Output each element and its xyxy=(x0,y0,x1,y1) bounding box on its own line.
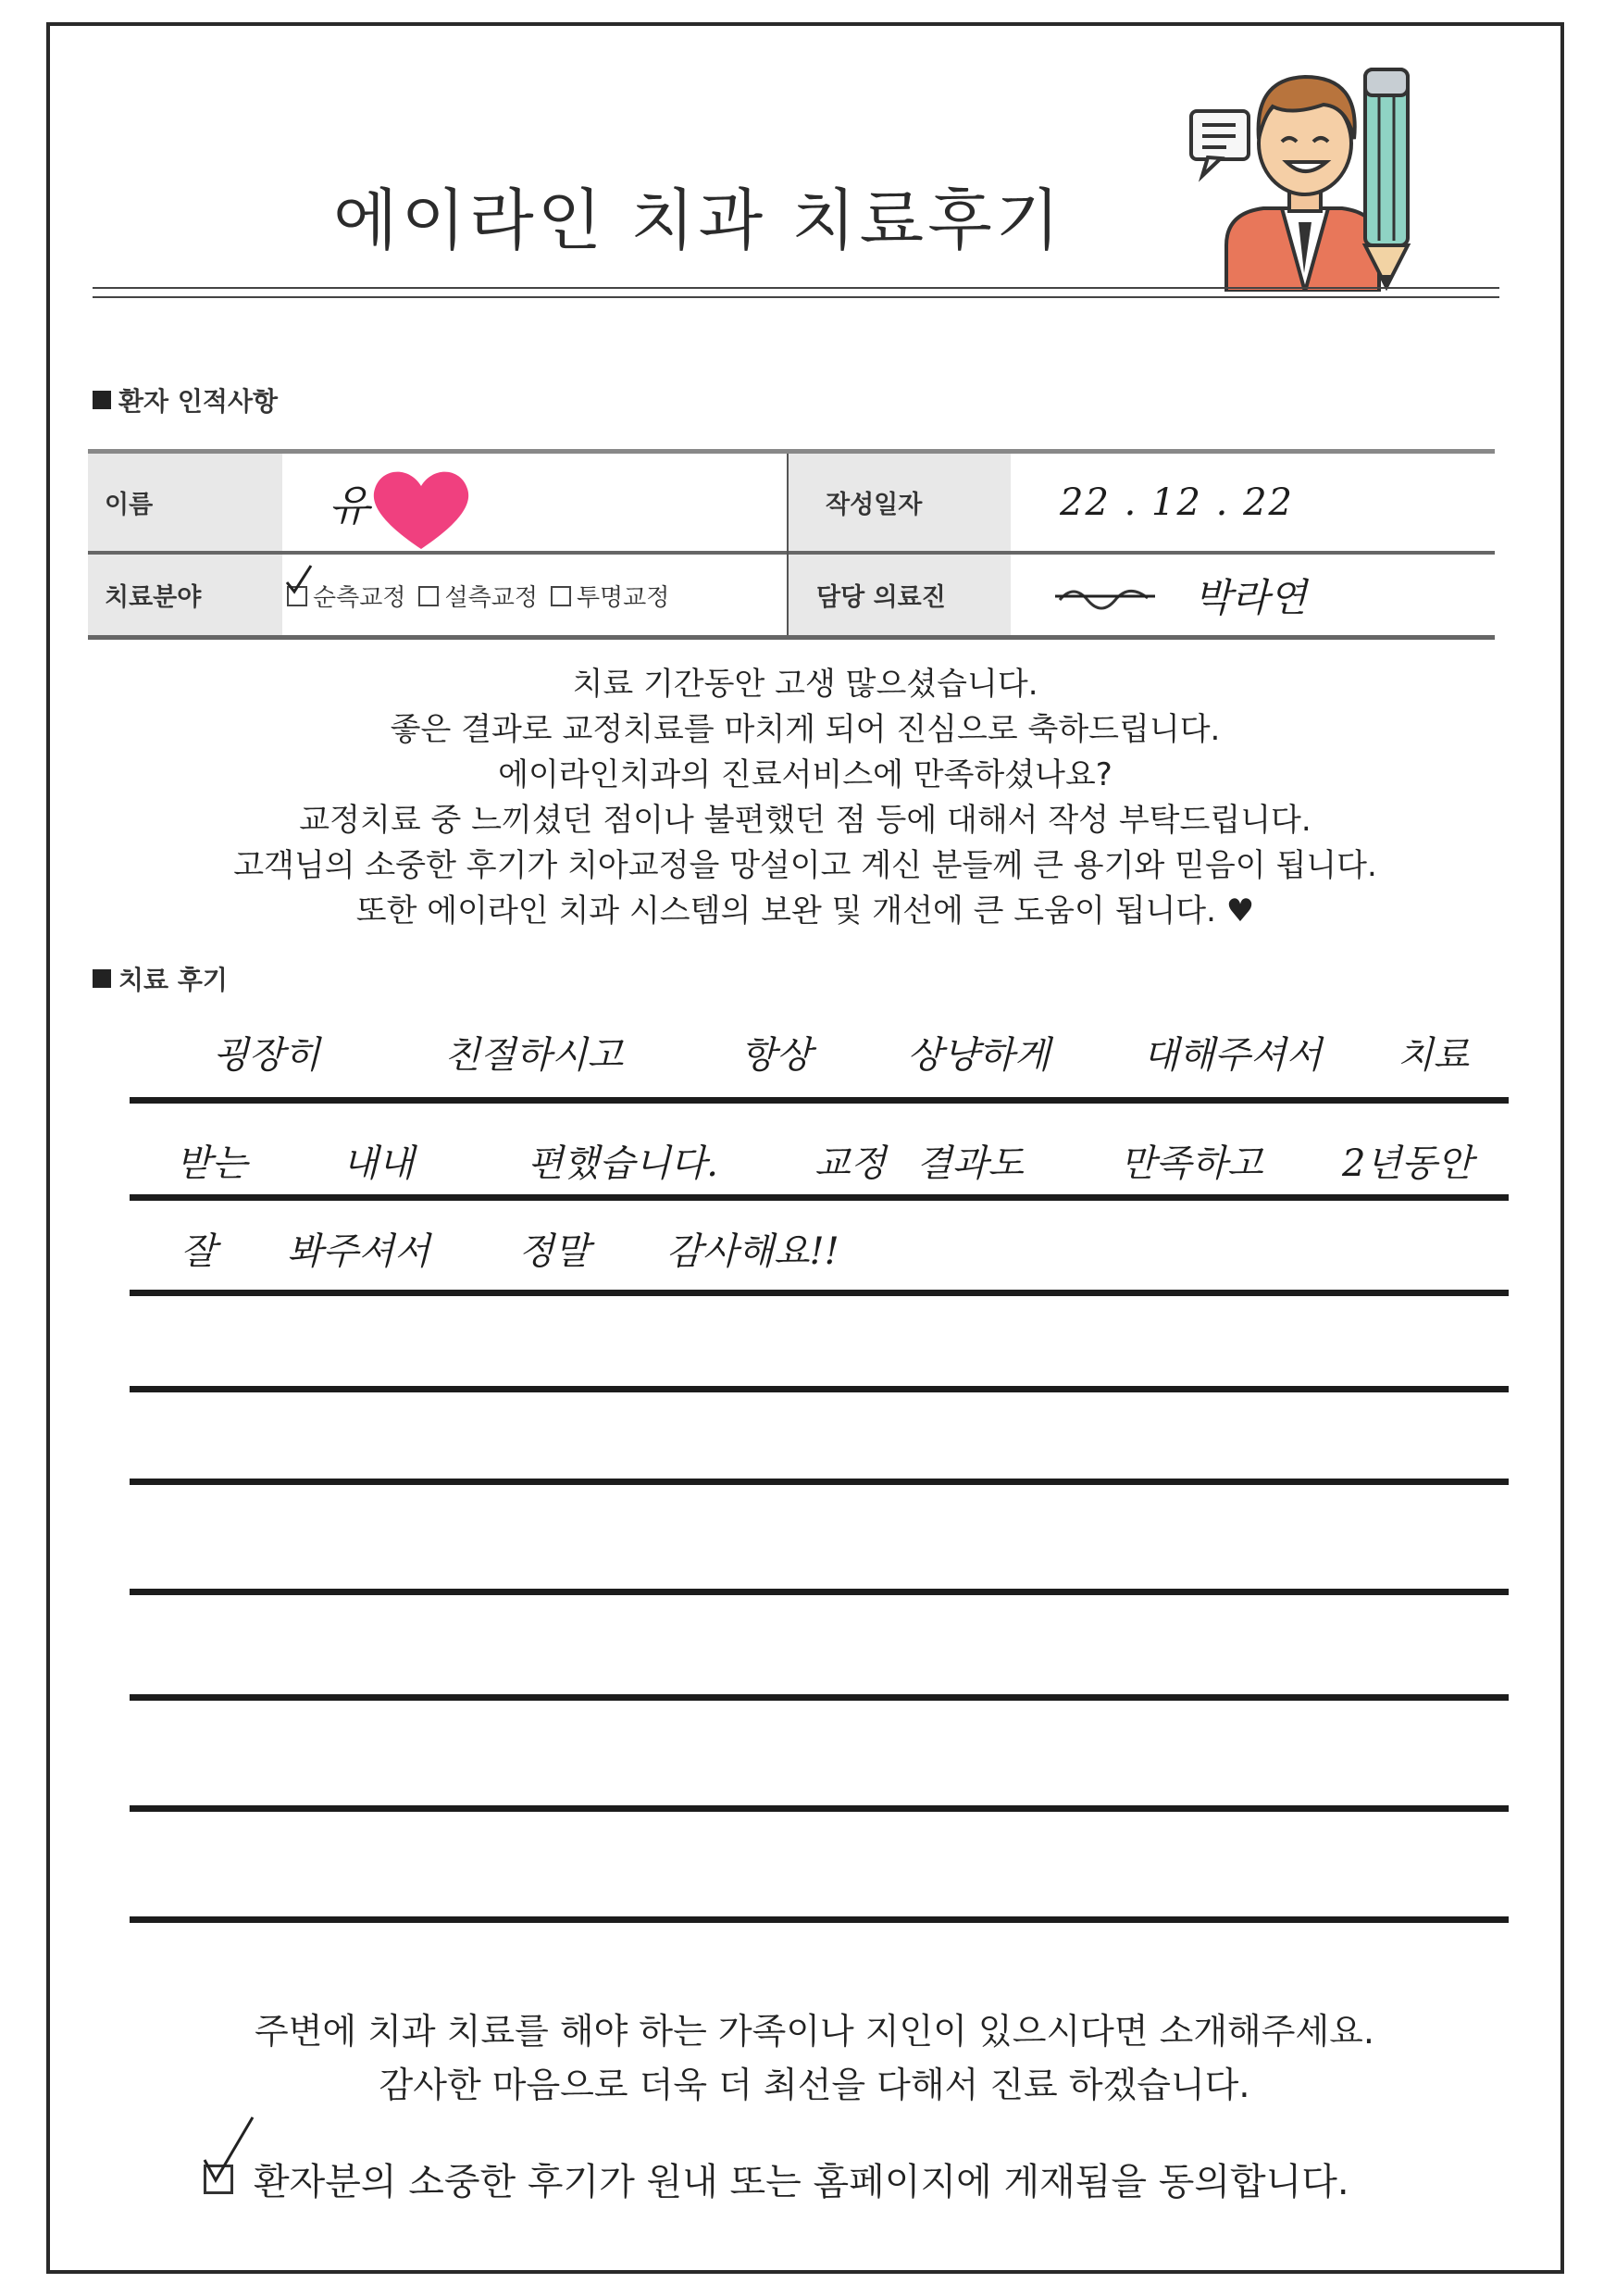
intro-paragraph xyxy=(111,662,1499,934)
option-labial[interactable] xyxy=(287,579,405,613)
checkbox-labial[interactable] xyxy=(287,586,307,606)
review-word: 만족하고 xyxy=(1120,1142,1263,1185)
heart-sticker-icon xyxy=(370,466,472,554)
treatment-label: 치료분야 xyxy=(88,555,282,635)
option-clear[interactable] xyxy=(551,579,669,613)
closing-line-1: 주변에 치과 치료를 해야 하는 가족이나 지인이 있으시다면 소개해주세요. xyxy=(255,2011,1374,2052)
review-line xyxy=(130,1097,1509,1104)
review-line xyxy=(130,1805,1509,1812)
option-lingual-label: 설측교정 xyxy=(444,584,538,612)
review-word: 2년동안 xyxy=(1342,1142,1473,1185)
review-word: 정말 xyxy=(518,1230,590,1273)
checkbox-clear[interactable] xyxy=(551,586,571,606)
bullet-square-icon xyxy=(93,391,111,409)
intro-line: 치료 기간동안 고생 많으셨습니다. xyxy=(572,666,1038,703)
option-lingual[interactable] xyxy=(418,579,537,613)
person-with-pencil-illustration xyxy=(1189,60,1430,292)
review-word: 편했습니다. xyxy=(528,1142,718,1185)
table-bottom-rule xyxy=(88,635,1495,640)
review-word: 상냥하게 xyxy=(907,1034,1050,1077)
patient-info-table xyxy=(88,449,1495,639)
review-word: 친절하시고 xyxy=(444,1034,624,1077)
intro-line: 고객님의 소중한 후기가 치아교정을 망설이고 계신 분들께 큰 용기와 믿음이 됩니다. xyxy=(233,847,1377,884)
review-line xyxy=(130,1589,1509,1595)
consent-text: 환자분의 소중한 후기가 원내 또는 홈페이지에 게재됨을 동의합니다. xyxy=(254,2161,1349,2203)
closing-line-2: 감사한 마음으로 더욱 더 최선을 다해서 진료 하겠습니다. xyxy=(379,2065,1250,2105)
patient-info-heading-text: 환자 인적사항 xyxy=(118,386,279,417)
name-value: 유 xyxy=(329,480,370,530)
bullet-square-icon xyxy=(93,969,111,988)
patient-info-heading xyxy=(93,381,278,418)
doctor-value: 박라연 xyxy=(1194,575,1307,620)
title-rule-top xyxy=(93,287,1499,289)
title-rule-bottom xyxy=(93,296,1499,298)
consent-row[interactable] xyxy=(204,2152,1349,2205)
review-word: 내내 xyxy=(342,1142,415,1185)
review-word: 감사해요!! xyxy=(666,1230,839,1273)
review-word: 잘 xyxy=(180,1230,217,1273)
review-line xyxy=(130,1916,1509,1923)
review-heading xyxy=(93,960,228,997)
review-word: 결과도 xyxy=(916,1142,1024,1185)
form-title: 에이라인 치과 치료후기 xyxy=(333,181,1064,259)
review-line xyxy=(130,1290,1509,1296)
review-word: 대해주셔서 xyxy=(1143,1034,1323,1077)
review-line xyxy=(130,1194,1509,1201)
crossed-out-scribble xyxy=(1055,574,1157,620)
option-labial-label: 순측교정 xyxy=(313,584,406,612)
closing-paragraph xyxy=(120,2004,1509,2112)
review-word: 봐주셔서 xyxy=(287,1230,430,1273)
consent-checkbox[interactable] xyxy=(204,2165,233,2194)
review-heading-text: 치료 후기 xyxy=(118,965,228,995)
intro-line: 교정치료 중 느끼셨던 점이나 불편했던 점 등에 대해서 작성 부탁드립니다. xyxy=(299,802,1311,839)
review-word: 교정 xyxy=(814,1142,887,1185)
intro-line: 에이라인치과의 진료서비스에 만족하셨나요? xyxy=(498,756,1113,793)
review-line xyxy=(130,1479,1509,1485)
treatment-options xyxy=(287,579,669,613)
review-line xyxy=(130,1694,1509,1701)
review-word: 항상 xyxy=(740,1034,813,1077)
date-label: 작성일자 xyxy=(789,454,1011,551)
checkmark-icon xyxy=(201,2114,256,2188)
intro-line: 좋은 결과로 교정치료를 마치게 되어 진심으로 축하드립니다. xyxy=(390,711,1221,748)
intro-line: 또한 에이라인 치과 시스템의 보완 및 개선에 큰 도움이 됩니다. ♥ xyxy=(355,892,1255,930)
checkmark-icon xyxy=(285,564,313,595)
doctor-label: 담당 의료진 xyxy=(789,555,1011,635)
review-word: 받는 xyxy=(176,1142,248,1185)
review-line xyxy=(130,1386,1509,1392)
review-word: 치료 xyxy=(1398,1034,1470,1077)
option-clear-label: 투명교정 xyxy=(576,584,670,612)
name-label: 이름 xyxy=(88,454,282,551)
review-word: 굉장히 xyxy=(213,1034,320,1077)
form-border xyxy=(46,22,1564,2274)
date-value: 22 . 12 . 22 xyxy=(1060,481,1294,524)
checkbox-lingual[interactable] xyxy=(418,586,439,606)
